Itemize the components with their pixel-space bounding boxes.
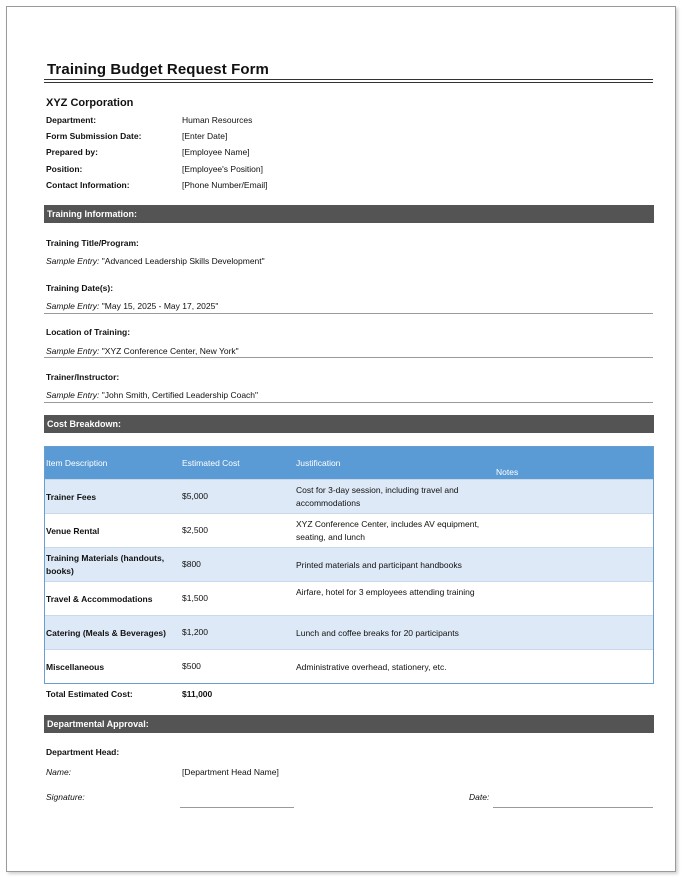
trainer-value: "John Smith, Certified Leadership Coach"	[101, 390, 259, 400]
estimated-cost-cell: $2,500	[182, 525, 208, 535]
estimated-cost-cell: $1,500	[182, 593, 208, 603]
title-divider-top	[44, 79, 653, 80]
prepared-by-label: Prepared by:	[46, 147, 98, 157]
submission-date-value[interactable]: [Enter Date]	[182, 131, 228, 141]
item-description-cell: Catering (Meals & Beverages)	[46, 628, 166, 638]
position-label: Position:	[46, 164, 83, 174]
signature-line[interactable]	[180, 807, 294, 808]
table-row	[45, 513, 653, 547]
column-header-item: Item Description	[46, 458, 108, 468]
estimated-cost-cell: $1,200	[182, 627, 208, 637]
justification-cell: Printed materials and participant handbooks	[296, 560, 462, 570]
table-row	[45, 615, 653, 649]
trainer-entry[interactable]	[46, 390, 258, 400]
training-info-heading: Training Information:	[44, 205, 654, 223]
training-title-value: "Advanced Leadership Skills Development"	[101, 256, 265, 266]
form-title: Training Budget Request Form	[47, 61, 269, 78]
justification-cell: XYZ Conference Center, includes AV equipment, seating, and lunch	[296, 519, 480, 542]
training-dates-underline	[44, 313, 653, 314]
table-row	[45, 479, 653, 513]
column-header-justification: Justification	[296, 458, 341, 468]
cost-table	[44, 446, 654, 684]
submission-date-label: Form Submission Date:	[46, 131, 142, 141]
approval-heading: Departmental Approval:	[44, 715, 654, 733]
department-label: Department:	[46, 115, 97, 125]
item-description-cell: Venue Rental	[46, 526, 100, 536]
trainer-underline	[44, 402, 653, 403]
date-line[interactable]	[493, 807, 653, 808]
table-row	[45, 547, 653, 581]
justification-cell: Airfare, hotel for 3 employees attending training	[296, 587, 475, 597]
sample-entry-prefix: Sample Entry:	[46, 256, 100, 266]
sample-entry-prefix: Sample Entry:	[46, 390, 100, 400]
sample-entry-prefix: Sample Entry:	[46, 346, 100, 356]
justification-cell: Lunch and coffee breaks for 20 participants	[296, 628, 459, 638]
training-location-label: Location of Training:	[46, 327, 131, 337]
department-head-label: Department Head:	[46, 747, 120, 757]
table-row	[45, 581, 653, 615]
title-divider-bottom	[44, 82, 653, 83]
company-name: XYZ Corporation	[46, 97, 134, 109]
training-location-entry[interactable]	[46, 346, 239, 356]
signature-label: Signature:	[46, 792, 85, 802]
training-location-value: "XYZ Conference Center, New York"	[101, 346, 239, 356]
sample-entry-prefix: Sample Entry:	[46, 301, 100, 311]
justification-cell: Administrative overhead, stationery, etc.	[296, 662, 447, 672]
estimated-cost-cell: $500	[182, 661, 201, 671]
trainer-label: Trainer/Instructor:	[46, 372, 120, 382]
training-dates-value: "May 15, 2025 - May 17, 2025"	[101, 301, 219, 311]
prepared-by-value[interactable]: [Employee Name]	[182, 147, 250, 157]
training-location-underline	[44, 357, 653, 358]
training-title-entry[interactable]	[46, 256, 265, 266]
table-row	[45, 649, 653, 683]
estimated-cost-cell: $5,000	[182, 491, 208, 501]
total-cost-value: $11,000	[182, 689, 213, 699]
estimated-cost-cell: $800	[182, 559, 201, 569]
item-description-cell: Travel & Accommodations	[46, 594, 153, 604]
contact-info-label: Contact Information:	[46, 180, 130, 190]
item-description-cell: Miscellaneous	[46, 662, 105, 672]
approver-name-label: Name:	[46, 767, 72, 777]
column-header-notes: Notes	[496, 467, 519, 477]
total-cost-label: Total Estimated Cost:	[46, 689, 133, 699]
date-label: Date:	[469, 792, 490, 802]
justification-cell: Cost for 3-day session, including travel and accommodations	[296, 485, 459, 508]
item-description-cell: Trainer Fees	[46, 492, 97, 502]
contact-info-value[interactable]: [Phone Number/Email]	[182, 180, 268, 190]
training-dates-label: Training Date(s):	[46, 283, 114, 293]
cost-table-header	[45, 447, 653, 479]
position-value[interactable]: [Employee's Position]	[182, 164, 263, 174]
department-value[interactable]: Human Resources	[182, 115, 253, 125]
approver-name-value[interactable]: [Department Head Name]	[182, 767, 279, 777]
training-dates-entry[interactable]	[46, 301, 218, 311]
item-description-cell: Training Materials (handouts, books)	[46, 553, 165, 576]
training-title-label: Training Title/Program:	[46, 238, 139, 248]
cost-breakdown-heading: Cost Breakdown:	[44, 415, 654, 433]
column-header-cost: Estimated Cost	[182, 458, 240, 468]
